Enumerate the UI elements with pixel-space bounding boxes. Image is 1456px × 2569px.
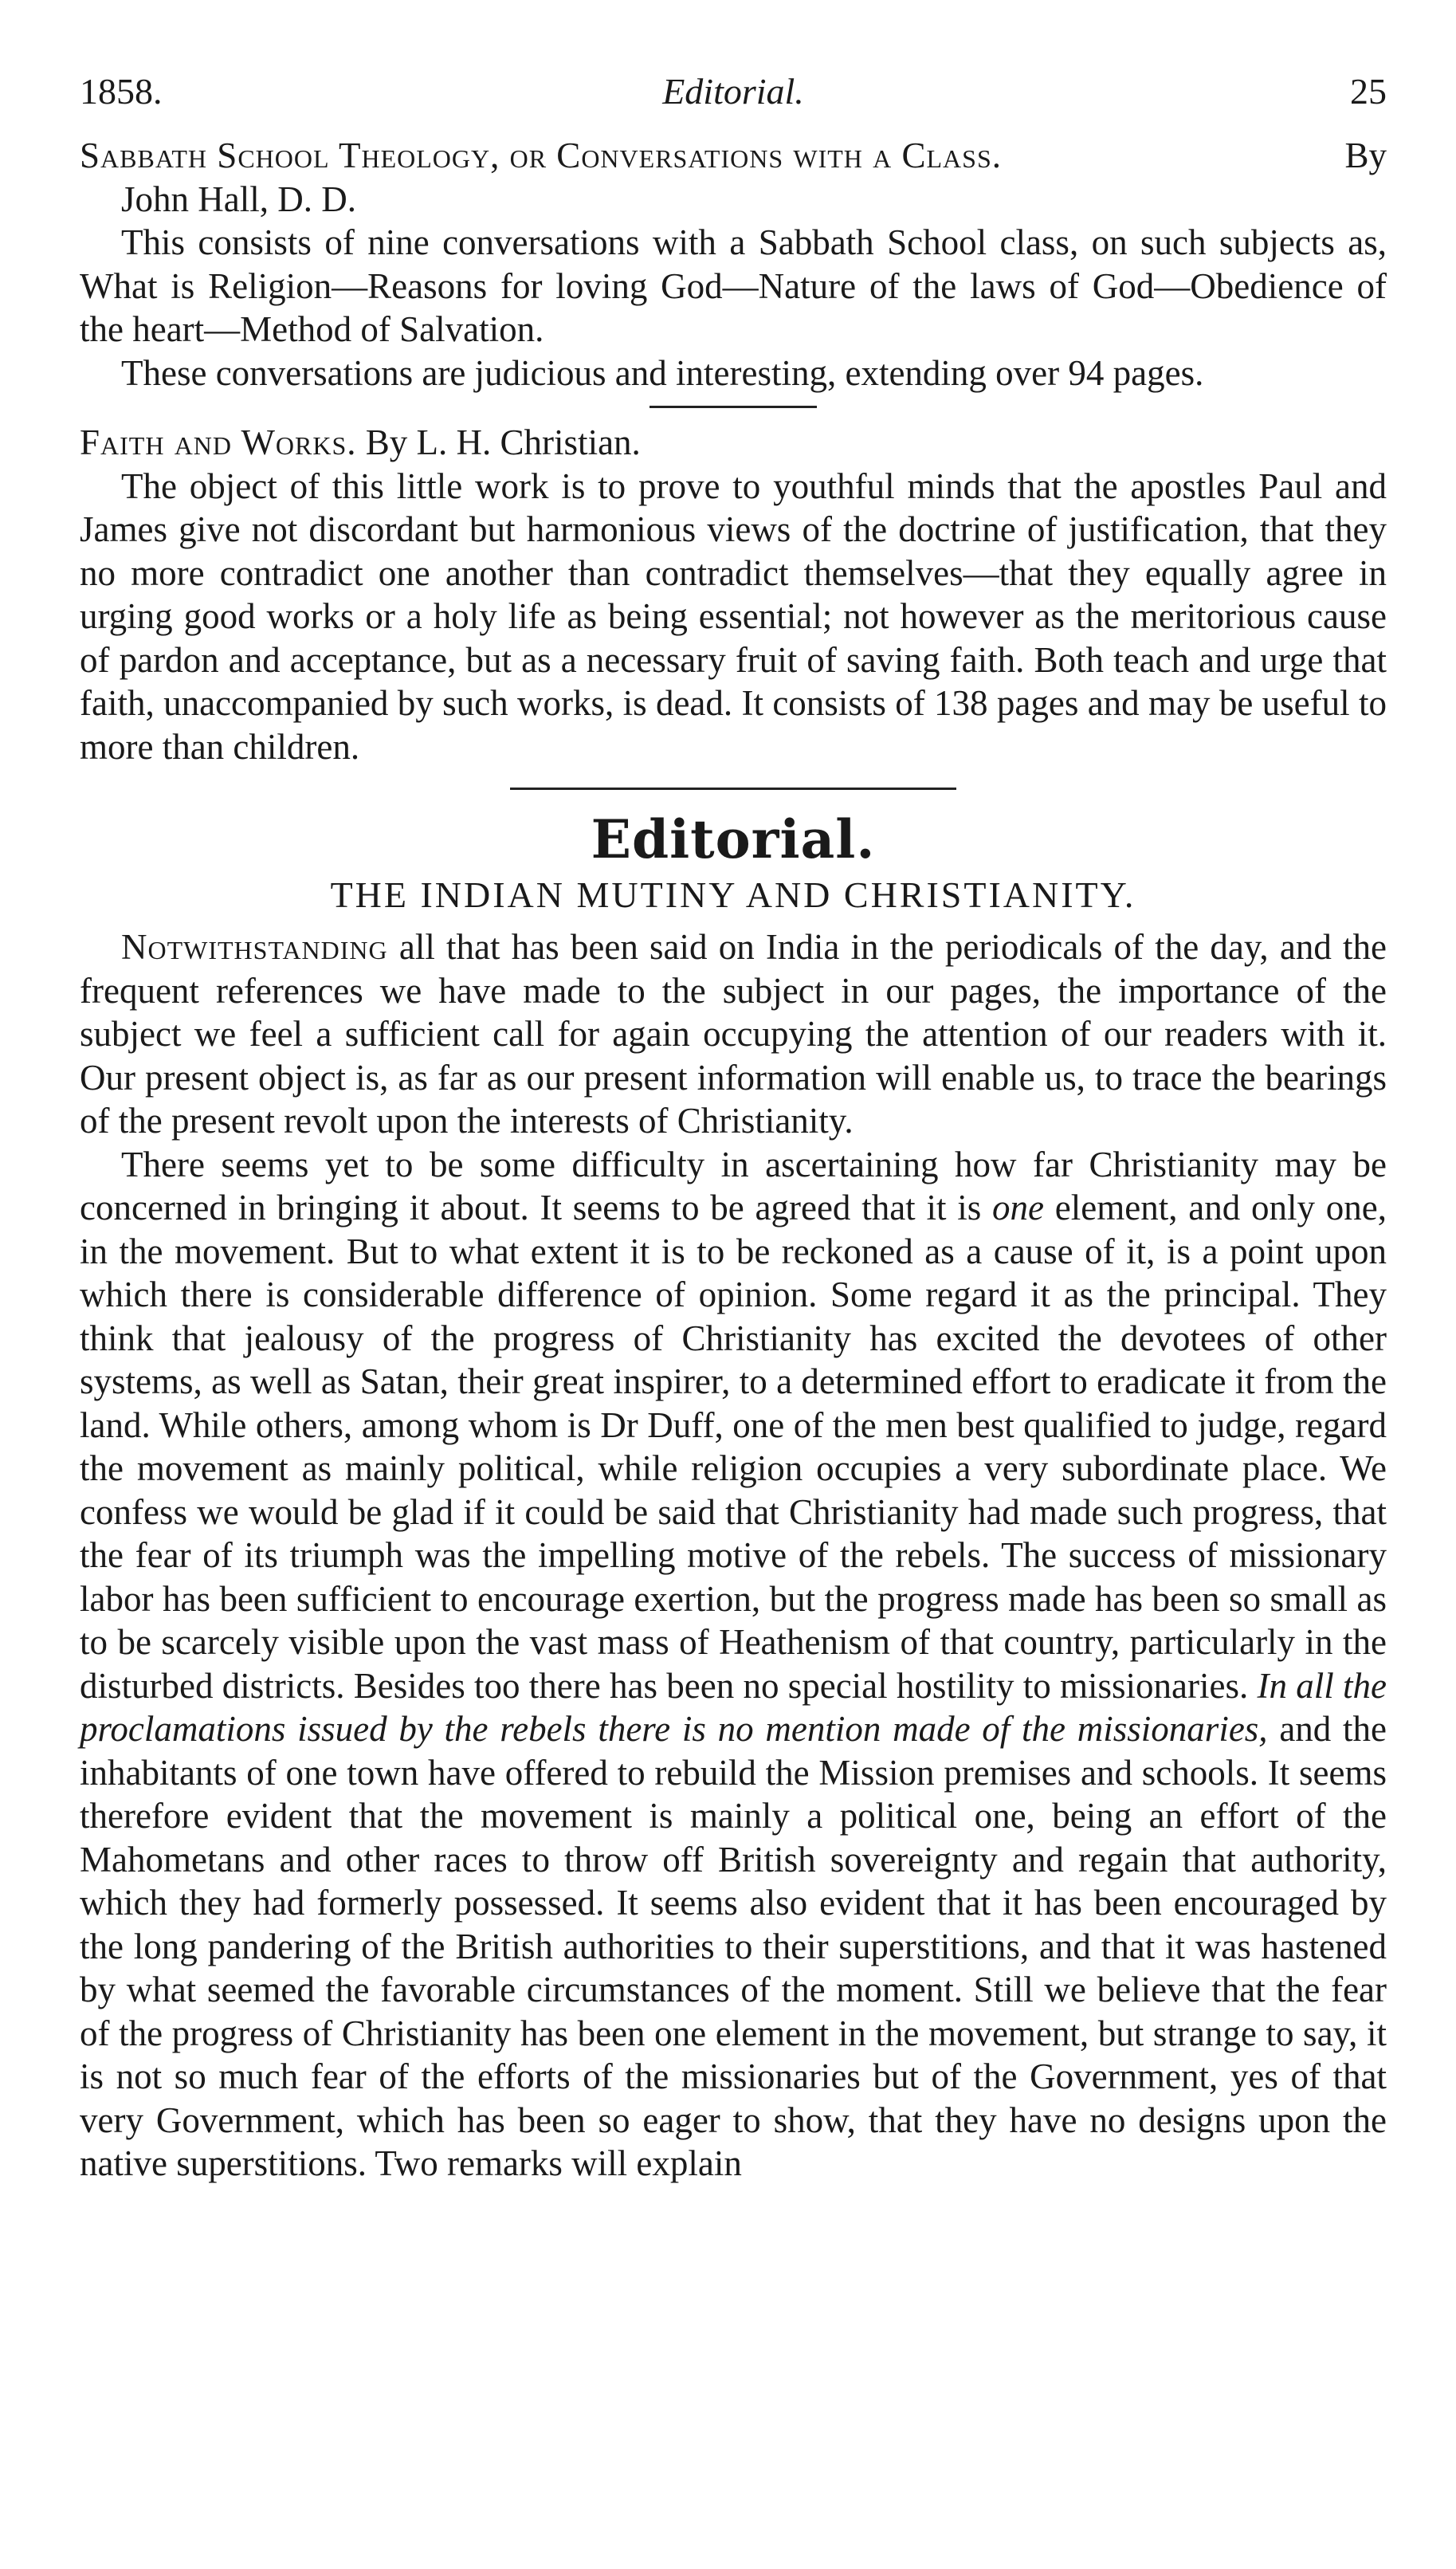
article-paragraph-2-part-b: element, and only one, in the movement. But to what extent it is to be reckoned as a cause of it, is a point upon which there is considerable difference of opinion. Some regard it as the principal. They think that jealousy of the progress of Christianity has excited the devotees of other systems, as well as Satan, their great inspirer, to a determined effort to eradicate it from the land. While others, among whom is Dr Duff, one of the men best qualified to judge, regard the movement as mainly political, while religion occupies a very subordinate place. We confess we would be glad if it could be said that Christianity had made such progress, that the fear of its triumph was the impelling motive of the rebels. The success of missionary labor has been sufficient to encourage exertion, but the progress made has been so small as to be scarcely visible upon the vast mass of Heathenism of that country, particularly in the disturbed districts. Besides too there has been no special hostility to missionaries. (80, 1188, 1387, 1706)
section-heading-editorial: Editorial. (591, 808, 876, 870)
review-2-paragraph-1: The object of this little work is to prove to youthful minds that the apostles Paul and James give not discordant but harmonious views of the doctrine of justification, that they no more contradict one another than contradict themselves—that they equally agree in urging good works or a holy life as being essential; not however as the meritorious cause of pardon and acceptance, but as a necessary fruit of saving faith. Both teach and urge that faith, unaccompanied by such works, is dead. It consists of 138 pages and may be useful to more than children. (80, 465, 1387, 767)
short-divider-rule (650, 406, 817, 408)
article-paragraph-2-part-c: and the inhabitants of one town have offered to rebuild the Mission premises and schools. It seems therefore evident that the movement is mainly a political one, being an effort of the Mahometans and other races to throw off British sovereignty and regain that authority, which they had formerly possessed. It seems also evident that it has been encouraged by the long pandering of the British authorities to their superstitions, and that it was hastened by what seemed the favorable circumstances of the moment. Still we believe that the fear of the progress of Christianity has been one element in the movement, but strange to say, it is not so much fear of the efforts of the missionaries but of the Government, yes of that very Government, which has been so eager to show, that they have no designs upon the native superstitions. Two remarks will explain (80, 1709, 1387, 2183)
article-indian-mutiny (80, 925, 1387, 2186)
article-paragraph-2 (80, 1143, 1387, 2186)
review-faith-and-works (80, 421, 1387, 768)
header-year: 1858. (80, 71, 163, 112)
review-1-paragraph-2: These conversations are judicious and interesting, extending over 94 pages. (121, 352, 1204, 393)
review-1-heading (80, 134, 1387, 178)
article-emphasis-proclamations: In all the proclamations issued by the rebels there is no mention made of the missionaries, (80, 1665, 1387, 1749)
review-1-paragraph-1: This consists of nine conversations with a Sabbath School class, on such subjects as, What is Religion—Reasons for loving God—Nature of the laws of God—Obedience of the heart—Method of Salvation. (80, 222, 1387, 349)
review-2-heading (80, 421, 1387, 465)
article-paragraph-1-text: all that has been said on India in the periodicals of the day, and the frequent references we have made to the subject in our pages, the importance of the subject we feel a sufficient call for again occupying the attention of our readers with it. Our present object is, as far as our present information will enable us, to trace the bearings of the present revolt upon the interests of Christianity. (80, 927, 1387, 1141)
review-1-title: Sabbath School Theology, or Conversations with a Class. (80, 136, 1003, 175)
article-lead-word: Notwithstanding (121, 927, 388, 967)
review-2-author: By L. H. Christian. (365, 422, 641, 462)
article-emphasis-one: one (992, 1188, 1045, 1228)
header-page-number: 25 (1350, 71, 1387, 112)
article-title: THE INDIAN MUTINY AND CHRISTIANITY. (330, 874, 1136, 915)
journal-page (80, 70, 1387, 2186)
review-1-author: John Hall, D. D. (121, 179, 356, 219)
review-2-title: Faith and Works. (80, 422, 357, 462)
article-paragraph-1 (80, 925, 1387, 1143)
review-1-by: By (1344, 136, 1387, 175)
article-paragraph-2-part-a: There seems yet to be some difficulty in ascertaining how far Christianity may be concerned in bringing it about. It seems to be agreed that it is (80, 1144, 1387, 1228)
section-divider-rule (510, 788, 956, 790)
header-running-title: Editorial. (662, 71, 804, 112)
review-sabbath-school-theology (80, 134, 1387, 395)
running-header (80, 70, 1387, 134)
